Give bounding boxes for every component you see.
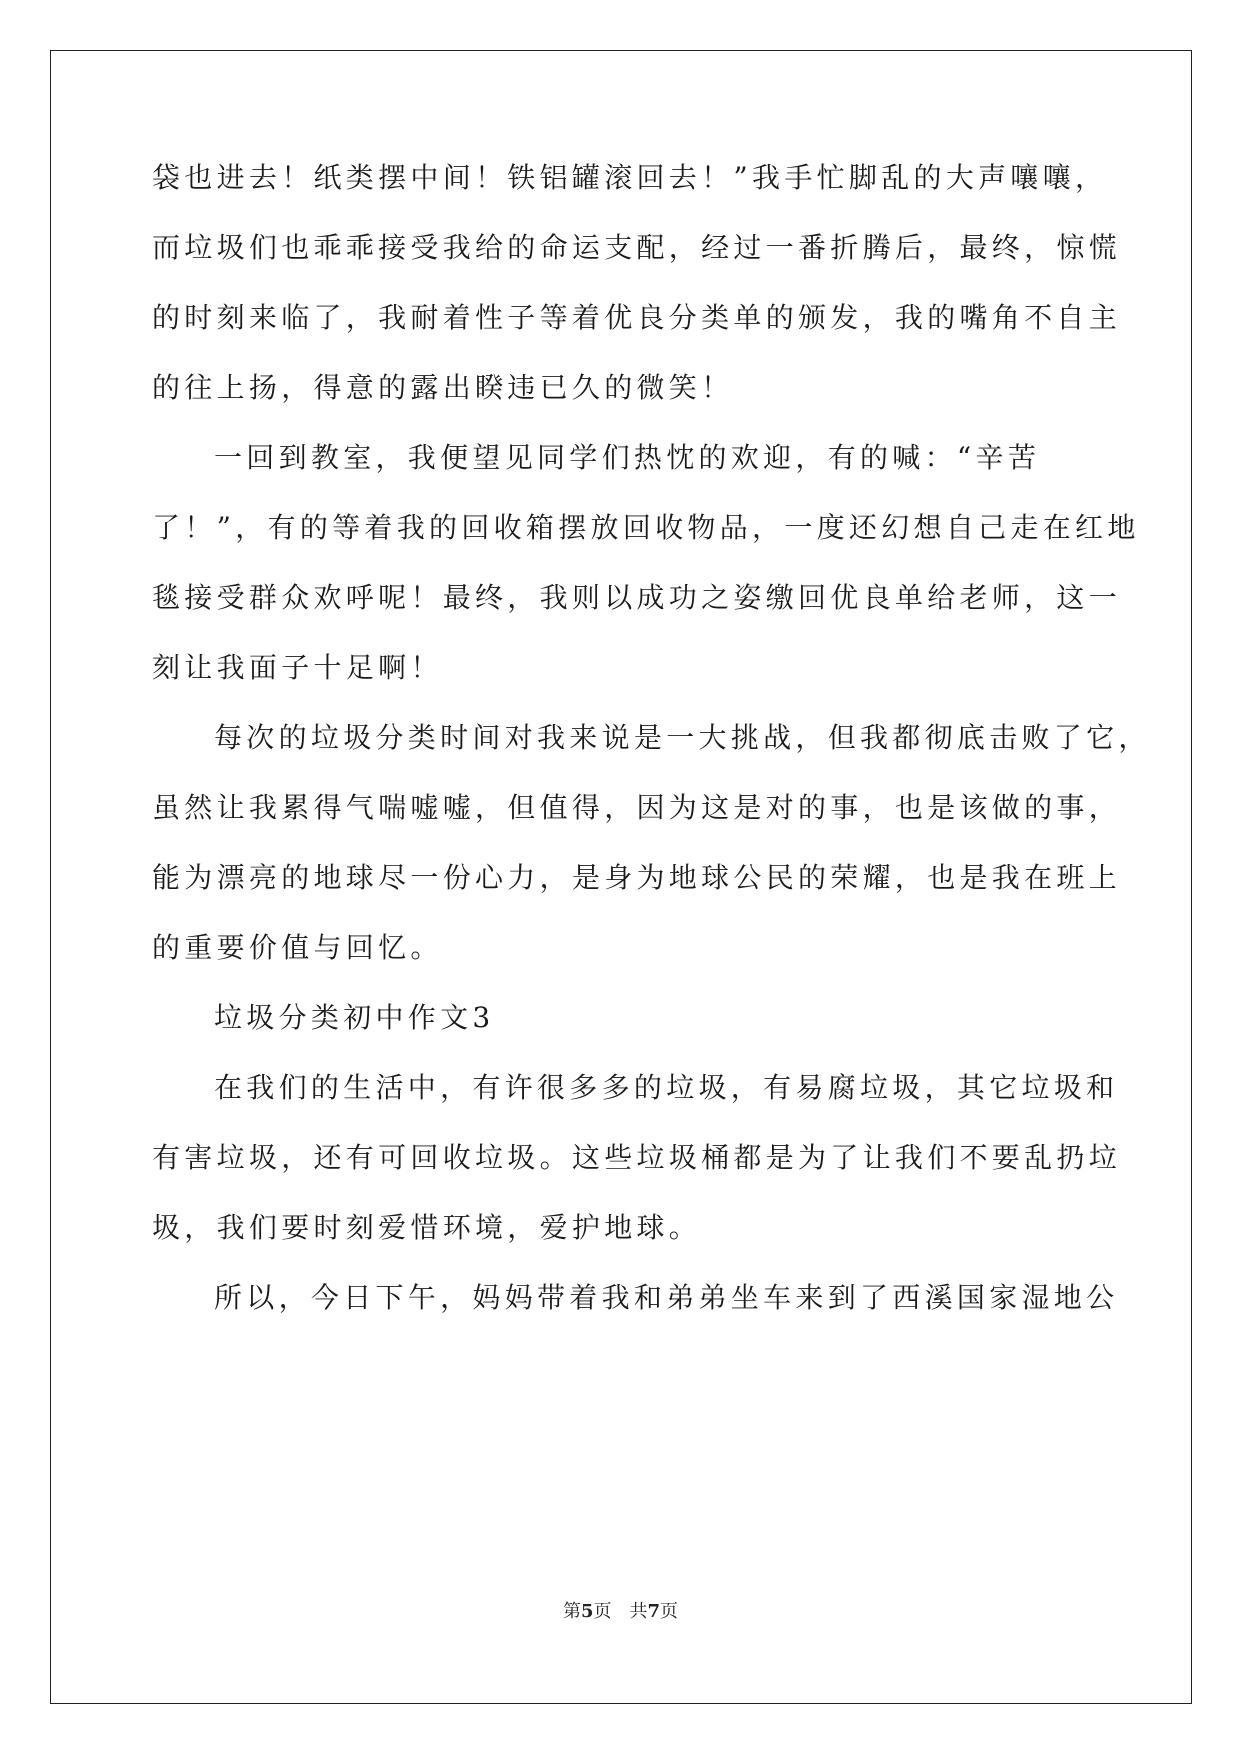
text-line: 有害垃圾，还有可回收垃圾。这些垃圾桶都是为了让我们不要乱扔垃 xyxy=(152,1141,1122,1174)
text-line: 了！”，有的等着我的回收箱摆放回收物品，一度还幻想自己走在红地 xyxy=(152,511,1140,544)
text-line: 虽然让我累得气喘嘘嘘，但值得，因为这是对的事，也是该做的事， xyxy=(152,791,1122,824)
text-line: 刻让我面子十足啊！ xyxy=(152,651,443,684)
text-line: 毯接受群众欢呼呢！最终，我则以成功之姿缴回优良单给老师，这一 xyxy=(152,581,1122,614)
text-line: 而垃圾们也乖乖接受我给的命运支配，经过一番折腾后，最终，惊慌 xyxy=(152,231,1122,264)
footer-suffix: 页 xyxy=(660,1601,679,1622)
text-line: 能为漂亮的地球尽一份心力，是身为地球公民的荣耀，也是我在班上 xyxy=(152,861,1122,894)
text-line: 的时刻来临了，我耐着性子等着优良分类单的颁发，我的嘴角不自主 xyxy=(152,301,1122,334)
total-page-count: 7 xyxy=(647,1601,661,1622)
text-line: 所以，今日下午，妈妈带着我和弟弟坐车来到了西溪国家湿地公 xyxy=(214,1281,1119,1314)
page-footer xyxy=(0,1600,1241,1624)
current-page-number: 5 xyxy=(580,1601,594,1622)
text-line: 的重要价值与回忆。 xyxy=(152,931,443,964)
footer-middle: 页 共 xyxy=(593,1601,648,1622)
footer-prefix: 第 xyxy=(562,1601,581,1622)
text-line: 袋也进去！纸类摆中间！铁铝罐滚回去！”我手忙脚乱的大声嚷嚷， xyxy=(152,161,1108,194)
text-line: 在我们的生活中，有许很多多的垃圾，有易腐垃圾，其它垃圾和 xyxy=(214,1071,1119,1104)
text-line: 的往上扬，得意的露出睽违已久的微笑！ xyxy=(152,371,734,404)
section-heading: 垃圾分类初中作文3 xyxy=(214,1001,495,1034)
text-line: 每次的垃圾分类时间对我来说是一大挑战，但我都彻底击败了它， xyxy=(214,721,1151,754)
text-line: 一回到教室，我便望见同学们热忱的欢迎，有的喊：“辛苦 xyxy=(214,441,1041,474)
text-line: 圾，我们要时刻爱惜环境，爱护地球。 xyxy=(152,1211,702,1244)
